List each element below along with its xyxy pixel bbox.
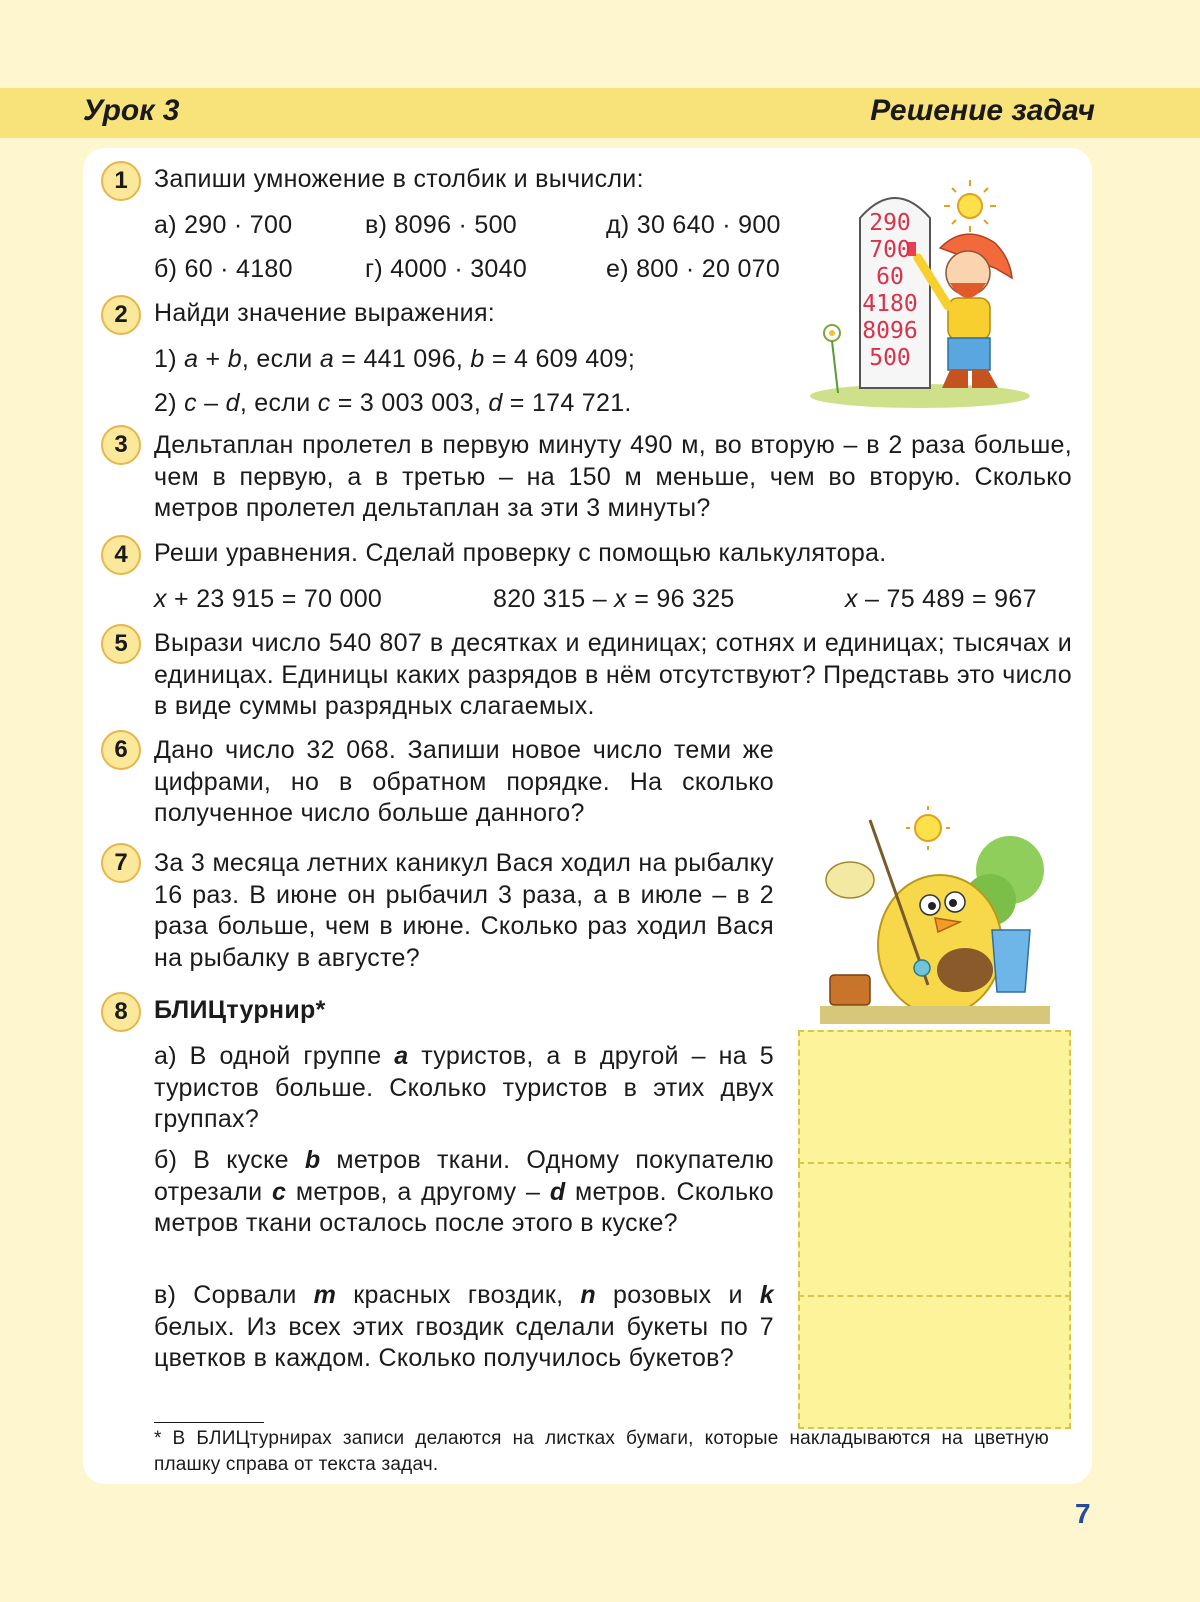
task-number-badge: 5 — [101, 624, 141, 664]
task-text: Найди значение выражения: — [154, 299, 496, 327]
hat — [826, 862, 874, 898]
boy-pants — [948, 338, 990, 370]
post-number: 4180 — [862, 291, 918, 317]
task-number-badge: 2 — [101, 295, 141, 335]
reel — [914, 960, 930, 976]
task-text: Запиши умножение в столбик и вычисли: — [154, 165, 644, 193]
grass-ground — [820, 1006, 1050, 1024]
task-number-badge: 1 — [101, 161, 141, 201]
blitz-answer-panel — [798, 1030, 1073, 1400]
task-item: д) 30 640 · 900 — [606, 211, 781, 239]
subtask-c: в) Сорвали m красных гвоздик, n розовых и k белых. Из всех этих гвоздик сделали букеты по 7 цветков в каждом. Сколько получилось букетов? — [154, 1281, 774, 1372]
footnote: * В БЛИЦтурнирах записи делаются на листках бумаги, которые накладываются на цветную плашку справа от текста задач. — [154, 1428, 1049, 1475]
chick-fishing-illustration — [830, 810, 1060, 1030]
task-text: Вырази число 540 807 в десятках и единицах; сотнях и единицах; тысячах и единицах. Единицы каких разрядов в нём отсутствуют? Представь это число в виде суммы разрядных слагаемых. — [154, 629, 1073, 720]
task-number-badge: 7 — [101, 843, 141, 883]
post-number: 500 — [869, 345, 911, 371]
boy-beard — [950, 283, 986, 298]
post-number: 700 — [869, 237, 911, 263]
task-text: Дельтаплан пролетел в первую минуту 490 м, во вторую – в 2 раза больше, чем в первую, а в третью – на 150 м меньше, чем во вторую. Сколько метров пролетел дельтаплан за эти 3 минуты? — [154, 431, 1072, 522]
task-number-badge: 6 — [101, 730, 141, 770]
answer-sticker-a[interactable] — [798, 1030, 1071, 1164]
subtask-a: а) В одной группе a туристов, а в другой – на 5 туристов больше. Сколько туристов в этих двух группах? — [154, 1042, 774, 1133]
equation: x – 75 489 = 967 — [845, 585, 1037, 613]
lesson-title: Урок 3 — [83, 94, 180, 127]
expression-line: 1) a + b, если a = 441 096, b = 4 609 409; — [154, 345, 636, 373]
expression-line: 2) c – d, если c = 3 003 003, d = 174 721. — [154, 389, 632, 417]
chick-wing — [937, 948, 993, 992]
task-text: Дано число 32 068. Запиши новое число теми же цифрами, но в обратном порядке. На сколько полученное число больше данного? — [154, 736, 774, 827]
sun-icon — [915, 815, 941, 841]
post-number: 290 — [869, 210, 911, 236]
task-title: БЛИЦтурнир* — [154, 996, 326, 1024]
task-item: в) 8096 · 500 — [365, 211, 517, 239]
sun-icon — [958, 194, 982, 218]
boy-shirt — [948, 298, 990, 340]
post-number: 60 — [876, 264, 904, 290]
task-text: Реши уравнения. Сделай проверку с помощью калькулятора. — [154, 539, 887, 567]
task-item: е) 800 · 20 070 — [606, 255, 781, 283]
task-number-badge: 4 — [101, 535, 141, 575]
task-item: б) 60 · 4180 — [154, 255, 293, 283]
task-text: За 3 месяца летних каникул Вася ходил на рыбалку 16 раз. В июне он рыбачил 3 раза, а в июле – в 2 раза больше, чем в июне. Сколько раз ходил Вася на рыбалку в августе? — [154, 849, 774, 972]
equation: 820 315 – x = 96 325 — [493, 585, 735, 613]
subtask-b: б) В куске b метров ткани. Одному покупателю отрезали c метров, а другому – d метров. Сколько метров ткани осталось после этого в куске? — [154, 1146, 774, 1237]
task-number-badge: 8 — [101, 992, 141, 1032]
bucket — [992, 930, 1030, 992]
page-number: 7 — [1075, 1498, 1091, 1529]
answer-sticker-b[interactable] — [798, 1162, 1071, 1297]
post-numbers — [853, 210, 927, 372]
task-item: а) 290 · 700 — [154, 211, 293, 239]
task-item: г) 4000 · 3040 — [365, 255, 528, 283]
equation: x + 23 915 = 70 000 — [154, 585, 383, 613]
section-title: Решение задач — [870, 94, 1095, 127]
footnote-divider — [154, 1422, 264, 1423]
task-number-badge: 3 — [101, 425, 141, 465]
answer-sticker-c[interactable] — [798, 1295, 1071, 1429]
post-number: 8096 — [862, 318, 918, 344]
boy-boots — [942, 370, 998, 388]
tackle-box — [830, 975, 870, 1005]
